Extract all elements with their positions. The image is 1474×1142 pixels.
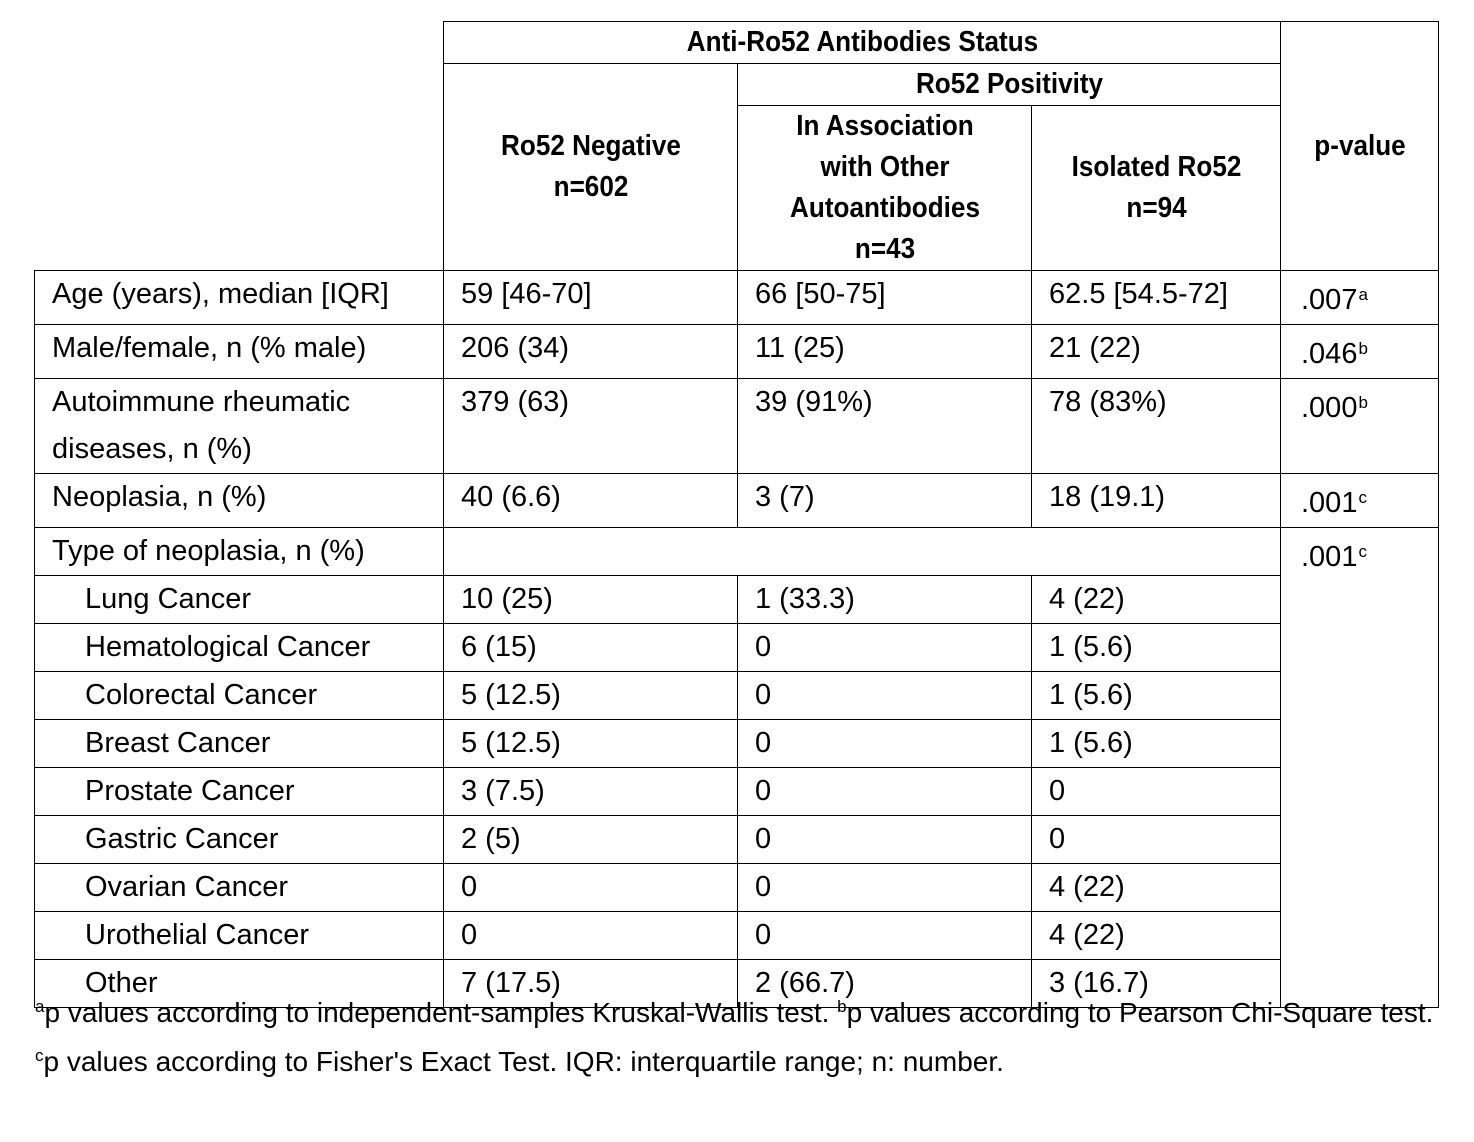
cell-isolated: 62.5 [54.5-72] [1032, 271, 1281, 325]
cell-association: 2 (66.7) [738, 960, 1032, 1008]
pvalue-text: .000 [1301, 392, 1358, 424]
table-row [35, 864, 1439, 912]
cell-association: 0 [738, 624, 1032, 672]
pvalue-text: .001 [1301, 487, 1358, 519]
table-footnote [35, 985, 1465, 1083]
cell-association: 11 (25) [738, 325, 1032, 379]
footnote-sup-a: a [35, 997, 45, 1016]
cell-negative: 59 [46-70] [444, 271, 738, 325]
pvalue-text: .007 [1301, 284, 1358, 316]
table-row [35, 720, 1439, 768]
pvalue-text: .046 [1301, 338, 1358, 370]
cell-negative: 10 (25) [444, 576, 738, 624]
header-neg-line-1: Ro52 Negative [500, 130, 681, 162]
cell-negative: 6 (15) [444, 624, 738, 672]
footnote-text-c: p values according to Fisher's Exact Test. IQR: interquartile range; n: number. [43, 1046, 1004, 1077]
row-label-prostate: Prostate Cancer [35, 768, 444, 816]
cell-negative: 5 (12.5) [444, 720, 738, 768]
table-row [35, 912, 1439, 960]
header-assoc-line-4: n=43 [854, 233, 915, 265]
footnote-text-b: p values according to Pearson Chi-Square test. [846, 997, 1434, 1028]
row-label-colorectal: Colorectal Cancer [35, 672, 444, 720]
cell-isolated: 0 [1032, 768, 1281, 816]
cell-isolated: 78 (83%) [1032, 379, 1281, 474]
row-label-type-neoplasia: Type of neoplasia, n (%) [35, 528, 444, 576]
cell-association: 0 [738, 672, 1032, 720]
pvalue-superscript: b [1358, 339, 1368, 358]
cell-isolated: 4 (22) [1032, 912, 1281, 960]
header-ro52-negative [458, 64, 723, 271]
row-label-ovarian: Ovarian Cancer [35, 864, 444, 912]
cell-association: 0 [738, 912, 1032, 960]
header-assoc-line-1: In Association [795, 110, 974, 142]
cell-association: 1 (33.3) [738, 576, 1032, 624]
table-row [35, 576, 1439, 624]
cell-empty-span [444, 528, 1281, 576]
header-neg-line-2: n=602 [553, 171, 628, 203]
row-label-neoplasia: Neoplasia, n (%) [35, 474, 444, 528]
cell-negative: 3 (7.5) [444, 768, 738, 816]
row-label-autoimmune [35, 379, 444, 474]
cell-association: 0 [738, 720, 1032, 768]
cell-isolated: 4 (22) [1032, 864, 1281, 912]
table-row [35, 816, 1439, 864]
cell-association: 0 [738, 768, 1032, 816]
footnote-text-a: p values according to independent-samples Kruskal-Wallis test. [44, 997, 838, 1028]
row-label-urothelial: Urothelial Cancer [35, 912, 444, 960]
cell-negative: 2 (5) [444, 816, 738, 864]
header-corner-blank [35, 22, 444, 271]
header-iso-line-2: n=94 [1125, 192, 1187, 224]
header-iso-line-1: Isolated Ro52 [1071, 151, 1241, 183]
cell-pvalue [1281, 379, 1439, 474]
pvalue-superscript: b [1358, 393, 1368, 412]
cell-association: 39 (91%) [738, 379, 1032, 474]
cell-association: 66 [50-75] [738, 271, 1032, 325]
cell-negative: 0 [444, 864, 738, 912]
cell-negative: 40 (6.6) [444, 474, 738, 528]
header-assoc-line-3: Autoantibodies [789, 192, 980, 224]
row-label-hematological: Hematological Cancer [35, 624, 444, 672]
header-pvalue: p-value [1288, 22, 1430, 271]
pvalue-superscript: c [1358, 542, 1367, 561]
cell-negative: 5 (12.5) [444, 672, 738, 720]
footnote-sup-b: b [837, 997, 847, 1016]
pvalue-superscript: c [1358, 488, 1367, 507]
table-row [35, 528, 1439, 576]
cell-negative: 206 (34) [444, 325, 738, 379]
cell-association: 0 [738, 864, 1032, 912]
cell-isolated: 1 (5.6) [1032, 624, 1281, 672]
pvalue-text: .001 [1301, 541, 1358, 573]
cell-isolated: 4 (22) [1032, 576, 1281, 624]
cell-association: 3 (7) [738, 474, 1032, 528]
cell-isolated: 1 (5.6) [1032, 672, 1281, 720]
row-label-gastric: Gastric Cancer [35, 816, 444, 864]
table-row [35, 271, 1439, 325]
cell-association: 0 [738, 816, 1032, 864]
header-assoc-line-2: with Other [819, 151, 950, 183]
label-line-2: diseases, n (%) [52, 433, 252, 465]
cell-isolated: 21 (22) [1032, 325, 1281, 379]
cell-pvalue [1281, 474, 1439, 528]
table-row [35, 379, 1439, 474]
cell-isolated: 1 (5.6) [1032, 720, 1281, 768]
cell-pvalue [1281, 325, 1439, 379]
row-label-other: Other [35, 960, 444, 1008]
footnote-sup-c: c [35, 1046, 44, 1065]
cell-isolated: 0 [1032, 816, 1281, 864]
table-row [35, 672, 1439, 720]
header-isolated-ro52 [1044, 106, 1268, 271]
table-row [35, 474, 1439, 528]
row-label-sex: Male/female, n (% male) [35, 325, 444, 379]
table-row [35, 768, 1439, 816]
row-label-lung: Lung Cancer [35, 576, 444, 624]
cell-pvalue [1281, 271, 1439, 325]
ro52-table [34, 21, 1439, 1008]
cell-negative: 379 (63) [444, 379, 738, 474]
table-row [35, 624, 1439, 672]
row-label-age: Age (years), median [IQR] [35, 271, 444, 325]
cell-negative: 0 [444, 912, 738, 960]
pvalue-superscript: a [1358, 285, 1368, 304]
cell-isolated: 3 (16.7) [1032, 960, 1281, 1008]
label-line-1: Autoimmune rheumatic [52, 386, 351, 418]
header-in-association [752, 106, 1017, 271]
cell-pvalue-type [1281, 528, 1439, 1008]
header-ro52-positivity: Ro52 Positivity [765, 64, 1254, 106]
table-row [35, 325, 1439, 379]
cell-negative: 7 (17.5) [444, 960, 738, 1008]
row-label-breast: Breast Cancer [35, 720, 444, 768]
header-group-title: Anti-Ro52 Antibodies Status [485, 22, 1238, 64]
cell-isolated: 18 (19.1) [1032, 474, 1281, 528]
